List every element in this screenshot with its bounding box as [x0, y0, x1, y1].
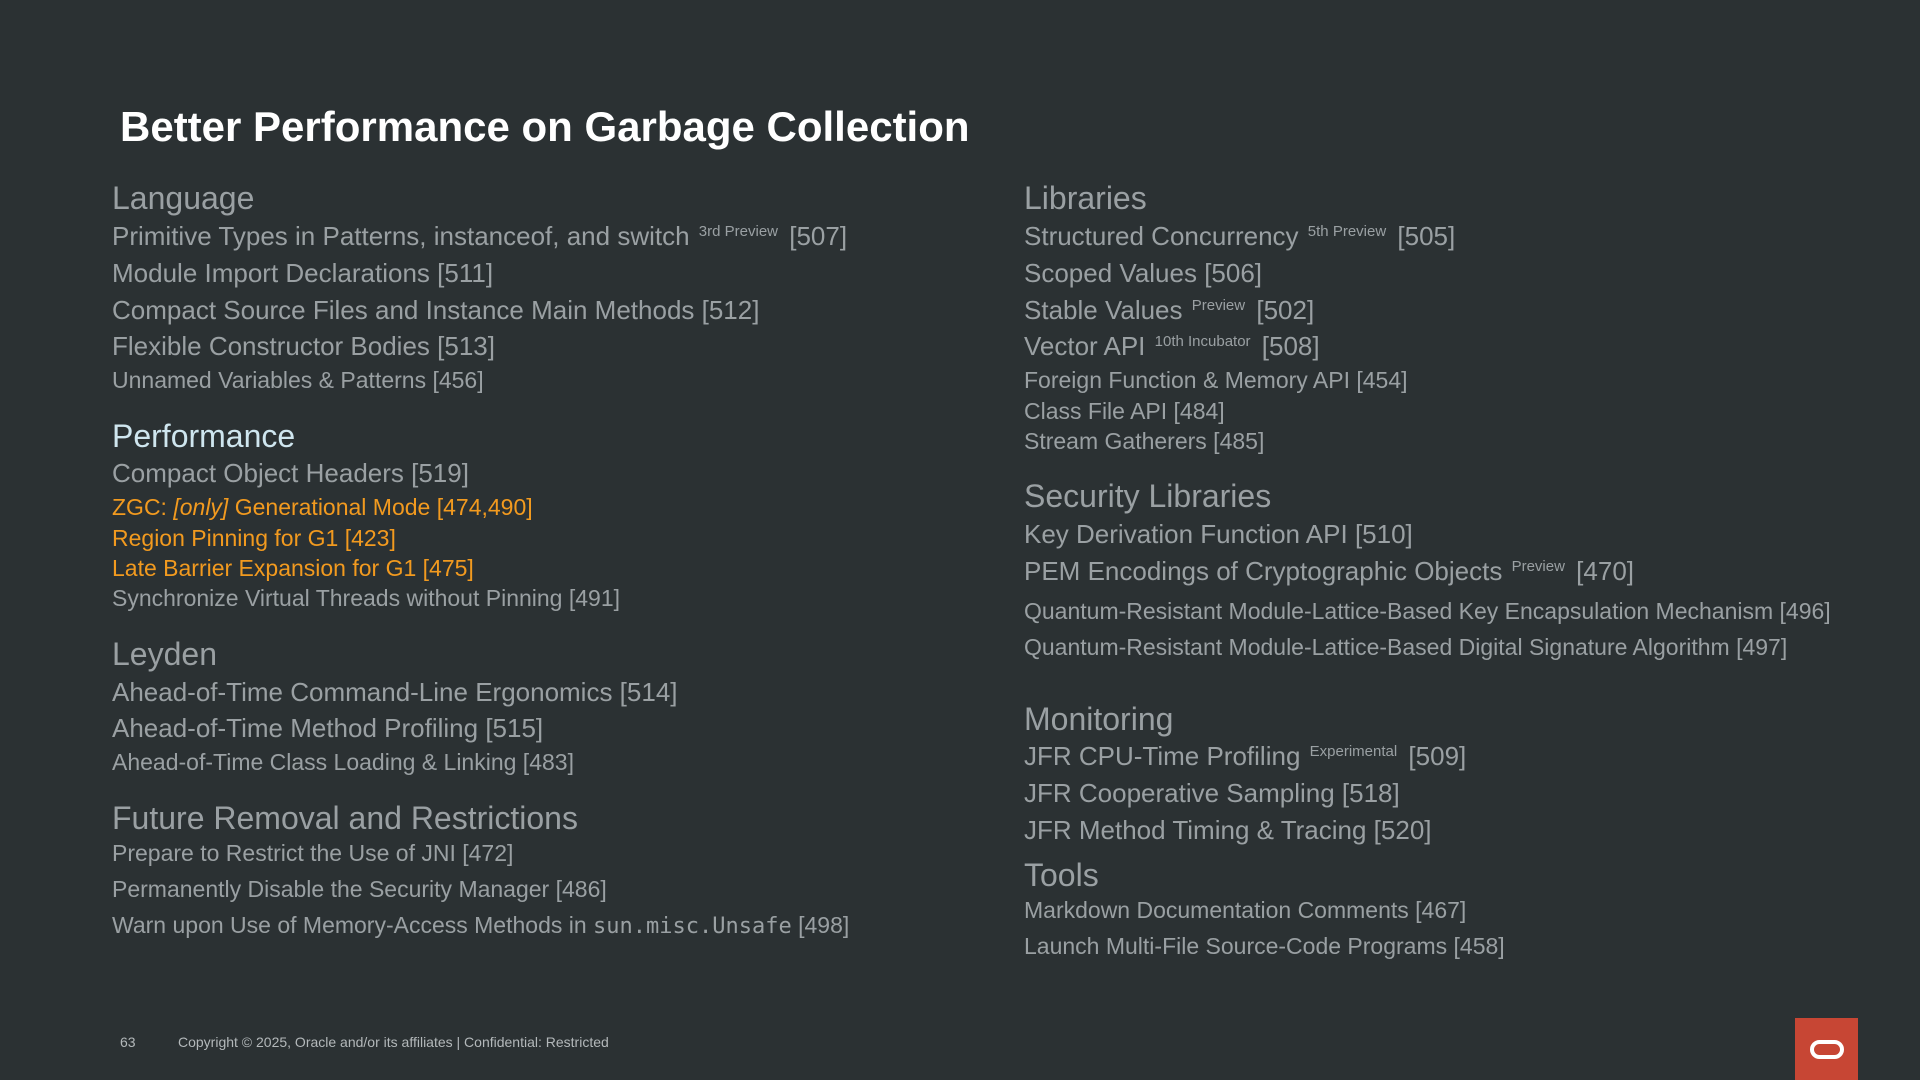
jep-item-stream-gatherers: Stream Gatherers [485] — [1024, 428, 1265, 455]
jep-item-aot-class-loading: Ahead-of-Time Class Loading & Linking [483] — [112, 749, 574, 776]
jep-item-synchronize-virtual-threads: Synchronize Virtual Threads without Pinning [491] — [112, 585, 621, 612]
section-heading-performance: Performance — [112, 417, 296, 454]
jep-item-scoped-values: Scoped Values [506] — [1024, 257, 1263, 288]
jep-item-jfr-method-timing: JFR Method Timing & Tracing [520] — [1024, 815, 1432, 846]
jep-item-markdown-doc-comments: Markdown Documentation Comments [467] — [1024, 896, 1467, 923]
left-column — [112, 180, 992, 963]
jep-item-flexible-constructor: Flexible Constructor Bodies [513] — [112, 331, 495, 362]
section-security-libraries — [1024, 478, 1864, 662]
status-badge: 5th Preview — [1307, 222, 1387, 240]
section-heading-future-removal: Future Removal and Restrictions — [112, 799, 578, 836]
oracle-ring-icon — [1810, 1040, 1844, 1059]
jep-item-compact-object-headers: Compact Object Headers [519] — [112, 458, 469, 489]
section-heading-leyden: Leyden — [112, 635, 217, 672]
section-heading-tools: Tools — [1024, 857, 1099, 894]
section-heading-language: Language — [112, 180, 255, 216]
jep-item-compact-source-files: Compact Source Files and Instance Main Methods [512] — [112, 294, 760, 325]
jep-item-restrict-jni: Prepare to Restrict the Use of JNI [472] — [112, 839, 514, 866]
section-libraries — [1024, 180, 1864, 456]
jep-item-stable-values: Stable Values $^{Preview}$ [502] — [1024, 294, 1315, 325]
section-monitoring — [1024, 701, 1864, 849]
jep-item-primitive-types: Primitive Types in Patterns, instanceof, and switch $^{3rd Preview}$ [507] — [112, 220, 848, 251]
section-language — [112, 180, 992, 396]
oracle-logo-icon — [1795, 1018, 1858, 1080]
section-future-removal — [112, 800, 992, 942]
jep-item-vector-api: Vector API $^{10th Incubator}$ [508] — [1024, 331, 1320, 362]
section-heading-libraries: Libraries — [1024, 180, 1147, 216]
right-column — [1024, 180, 1864, 984]
section-performance — [112, 418, 992, 614]
jep-item-foreign-function-memory: Foreign Function & Memory API [454] — [1024, 367, 1408, 394]
jep-item-ml-dsa: Quantum-Resistant Module-Lattice-Based Digital Signature Algorithm [497] — [1024, 634, 1788, 661]
jep-item-region-pinning: Region Pinning for G1 [423] — [112, 524, 396, 551]
jep-item-class-file-api: Class File API [484] — [1024, 397, 1225, 424]
jep-item-multi-file-source: Launch Multi-File Source-Code Programs [458] — [1024, 933, 1505, 960]
section-leyden — [112, 636, 992, 778]
status-badge: 10th Incubator — [1154, 333, 1251, 351]
status-badge: Preview — [1511, 558, 1565, 576]
jep-item-jfr-cpu-time: JFR CPU-Time Profiling $^{Experimental}$ [509] — [1024, 741, 1467, 772]
slide-title: Better Performance on Garbage Collection — [120, 103, 970, 150]
jep-item-late-barrier: Late Barrier Expansion for G1 [475] — [112, 555, 474, 582]
jep-item-structured-concurrency: Structured Concurrency $^{5th Preview}$ [505] — [1024, 220, 1456, 251]
jep-item-aot-method-profiling: Ahead-of-Time Method Profiling [515] — [112, 713, 544, 744]
jep-item-pem-encodings: PEM Encodings of Cryptographic Objects $^{Preview}$ [470] — [1024, 556, 1634, 587]
jep-item-module-import: Module Import Declarations [511] — [112, 257, 494, 288]
jep-item-zgc-generational: ZGC: [only] Generational Mode [474,490] — [112, 494, 533, 521]
jep-item-jfr-cooperative-sampling: JFR Cooperative Sampling [518] — [1024, 778, 1400, 809]
jep-item-key-derivation: Key Derivation Function API [510] — [1024, 519, 1413, 550]
slide-footer — [120, 1034, 609, 1050]
section-heading-monitoring: Monitoring — [1024, 700, 1174, 737]
status-badge: Experimental — [1309, 743, 1398, 761]
jep-item-warn-unsafe: Warn upon Use of Memory-Access Methods in sun.misc.Unsafe [498] — [112, 912, 850, 940]
section-tools — [1024, 857, 1864, 961]
jep-item-disable-security-manager: Permanently Disable the Security Manager [486] — [112, 875, 607, 902]
jep-item-aot-ergonomics: Ahead-of-Time Command-Line Ergonomics [514] — [112, 676, 678, 707]
page-number: 63 — [120, 1034, 136, 1050]
jep-item-ml-kem: Quantum-Resistant Module-Lattice-Based Key Encapsulation Mechanism [496] — [1024, 598, 1831, 625]
section-heading-security-libraries: Security Libraries — [1024, 478, 1272, 515]
jep-item-unnamed-variables: Unnamed Variables & Patterns [456] — [112, 367, 484, 394]
status-badge: 3rd Preview — [698, 222, 778, 240]
status-badge: Preview — [1191, 296, 1246, 314]
copyright-notice: Copyright © 2025, Oracle and/or its affiliates | Confidential: Restricted — [178, 1034, 609, 1050]
